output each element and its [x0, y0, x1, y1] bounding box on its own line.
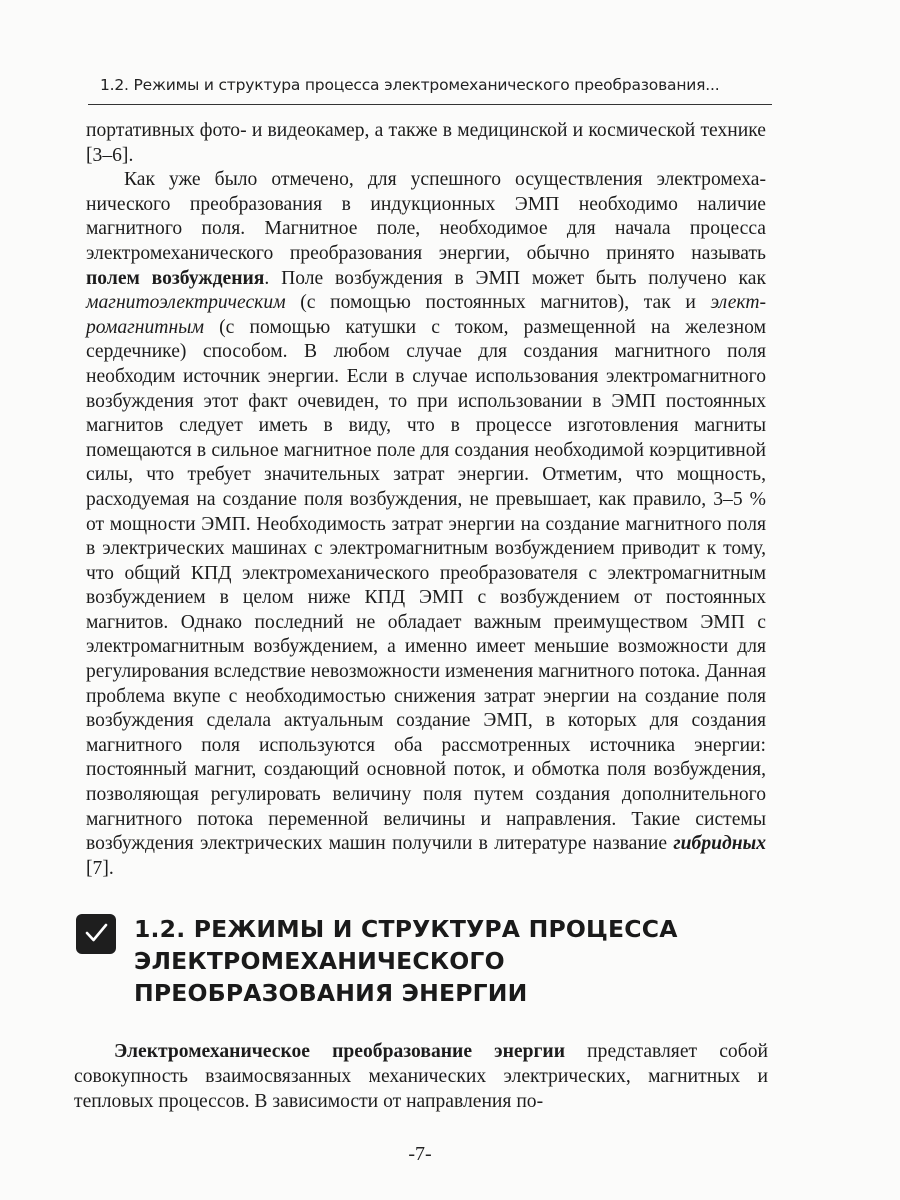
- section-title: [134, 913, 678, 1009]
- paragraph-continuation: портативных фото- и видеокамер, а также в медицинской и космической технике [3–6].: [86, 120, 766, 166]
- text-run: Как уже было отмечено, для успешного осуществления электромеханического преобразования в индукционных ЭМП необходимо наличие магнитного поля. Магнитное поле, необходимое для начала процесса электромеханического преобразования энергии, обычно принято называть: [86, 169, 766, 264]
- header-rule: [88, 104, 772, 105]
- section-title-line: ЭЛЕКТРОМЕХАНИЧЕСКОГО: [134, 947, 505, 975]
- paragraph-definition: [74, 1039, 768, 1114]
- text-run: представляет собой совокупность взаимосвязанных механических электрических, магнитных и тепловых процессов. В зависимости от направления по-: [74, 1041, 768, 1112]
- section-title-line: 1.2. РЕЖИМЫ И СТРУКТУРА ПРОЦЕССА: [134, 915, 678, 943]
- text-run: . Поле возбуждения в ЭМП может быть получено как: [264, 267, 766, 289]
- page-number: -7-: [408, 1143, 432, 1165]
- italic-term-electromagnetic: электромагнитным: [86, 292, 766, 338]
- bold-term-emec-conversion: Электромеханическое преобразование энергии: [114, 1041, 565, 1062]
- checkbox-check-icon: [76, 914, 116, 954]
- text-run: (с помощью постоянных магнитов), так и: [285, 292, 711, 314]
- bold-italic-term-hybrid: гибридных: [673, 833, 766, 855]
- paragraph-excitation: [86, 168, 766, 881]
- text-run: [7].: [86, 857, 114, 879]
- section-title-line: ПРЕОБРАЗОВАНИЯ ЭНЕРГИИ: [134, 979, 528, 1007]
- bold-term-excitation-field: полем возбуждения: [86, 267, 265, 289]
- text-run: (с помощью катушки с током, размещенной на железном сердечнике) способом. В любом случае для создания магнитного поля необходим источник энергии. Если в случае использования электромагнитного возбуждения этот факт очевиден, то при использовании в ЭМП постоянных магнитов следует иметь в виду, что в процессе изготовления магниты помещаются в сильное магнитное поле для создания необходимой коэрцитивной силы, что требует значительных затрат энергии. Отметим, что мощность, расходуемая на создание поля возбуждения, не превышает, как правило, 3–5 % от мощности ЭМП. Необходимость затрат энергии на создание магнитного поля в электрических машинах с электромагнитным возбуждением приводит к тому, что общий КПД электромеханического преобразователя с электромагнитным возбуждением в целом ниже КПД ЭМП с возбуждением от постоянных магнитов. Однако последний не обладает важным преимуществом ЭМП с электромагнитным возбуждением, а именно имеет меньшие возможности для регулирования вследствие невозможности изменения магнитного потока. Данная проблема вкупе с необходимостью снижения затрат энергии на создание поля возбуждения сделала актуальным создание ЭМП, в которых для создания магнитного поля используются оба рассмотренных источника энергии: постоянный магнит, создающий основной поток, и обмотка поля возбуждения, позволяющая регулировать величину поля путем создания дополнительного магнитного потока переменной величины и направления. Такие системы возбуждения электрических машин получили в литературе название: [86, 316, 766, 855]
- section-body-text: [74, 1039, 768, 1114]
- running-head: 1.2. Режимы и структура процесса электромеханического преобразования...: [100, 76, 720, 94]
- section-heading: [76, 913, 776, 1009]
- italic-term-magnetoelectric: магнитоэлектрическим: [86, 292, 286, 314]
- body-text: [86, 119, 766, 881]
